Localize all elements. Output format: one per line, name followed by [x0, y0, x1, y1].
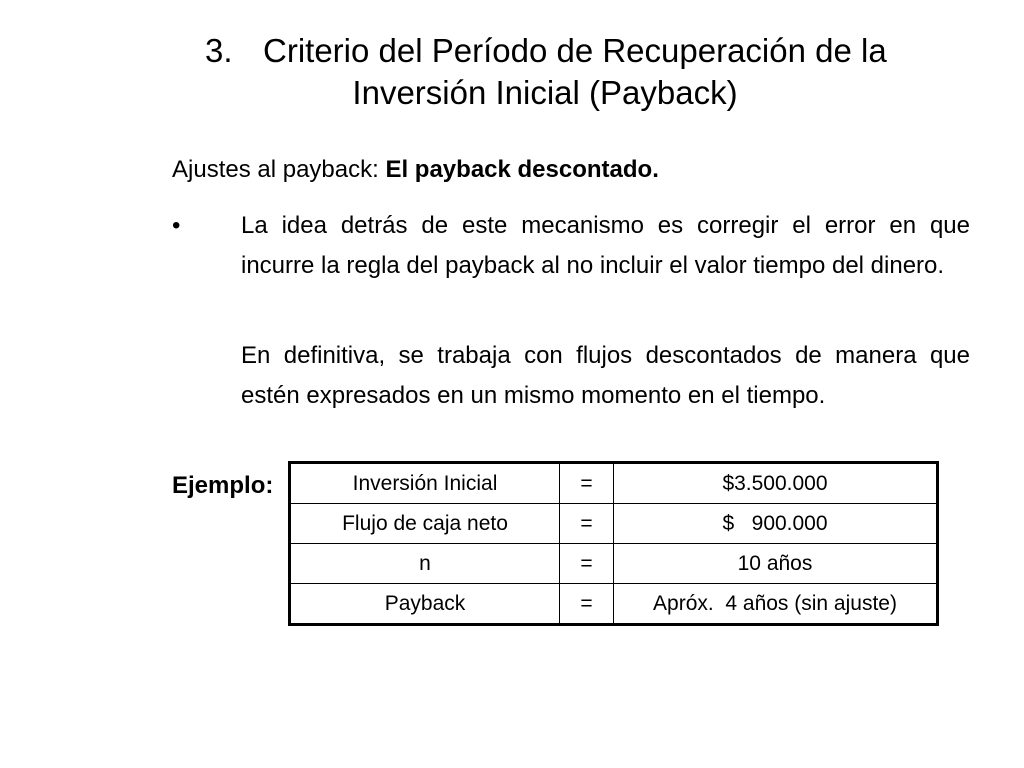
- subheading-bold: El payback descontado.: [385, 156, 659, 183]
- table-row: [290, 463, 938, 504]
- row-operator: =: [560, 584, 614, 625]
- row-operator: =: [560, 463, 614, 504]
- row-value: 10 años: [614, 544, 938, 584]
- paragraph-1: La idea detrás de este mecanismo es corregir el error en que incurre la regla del payback al no incluir el valor tiempo del dinero.: [241, 212, 970, 279]
- title-number: 3.: [205, 32, 233, 69]
- subheading: [172, 152, 659, 188]
- row-value-cell: [614, 584, 938, 625]
- example-label: Ejemplo:: [172, 472, 274, 499]
- row-value: $3.500.000: [614, 463, 938, 504]
- row-label: n: [290, 544, 560, 584]
- title-line-1: [205, 30, 925, 72]
- row-operator: =: [560, 504, 614, 544]
- row-operator: =: [560, 544, 614, 584]
- title-text-1: Criterio del Período de Recuperación de la: [263, 32, 887, 69]
- row-label: Payback: [290, 584, 560, 625]
- table-row: [290, 584, 938, 625]
- table-row: [290, 504, 938, 544]
- row-value: Apróx. 4 años (sin ajuste): [653, 591, 897, 615]
- row-value-cell: [614, 504, 938, 544]
- slide-title: [205, 30, 925, 114]
- table-row: [290, 544, 938, 584]
- row-label: Flujo de caja neto: [290, 504, 560, 544]
- row-value: $ 900.000: [722, 511, 828, 535]
- bullet-icon: •: [172, 212, 181, 239]
- row-label: Inversión Inicial: [290, 463, 560, 504]
- subheading-prefix: Ajustes al payback:: [172, 156, 386, 183]
- paragraph-2: En definitiva, se trabaja con flujos descontados de manera que estén expresados en un mismo momento en el tiempo.: [241, 342, 970, 409]
- example-table: [288, 461, 939, 626]
- title-line-2: Inversión Inicial (Payback): [352, 74, 738, 111]
